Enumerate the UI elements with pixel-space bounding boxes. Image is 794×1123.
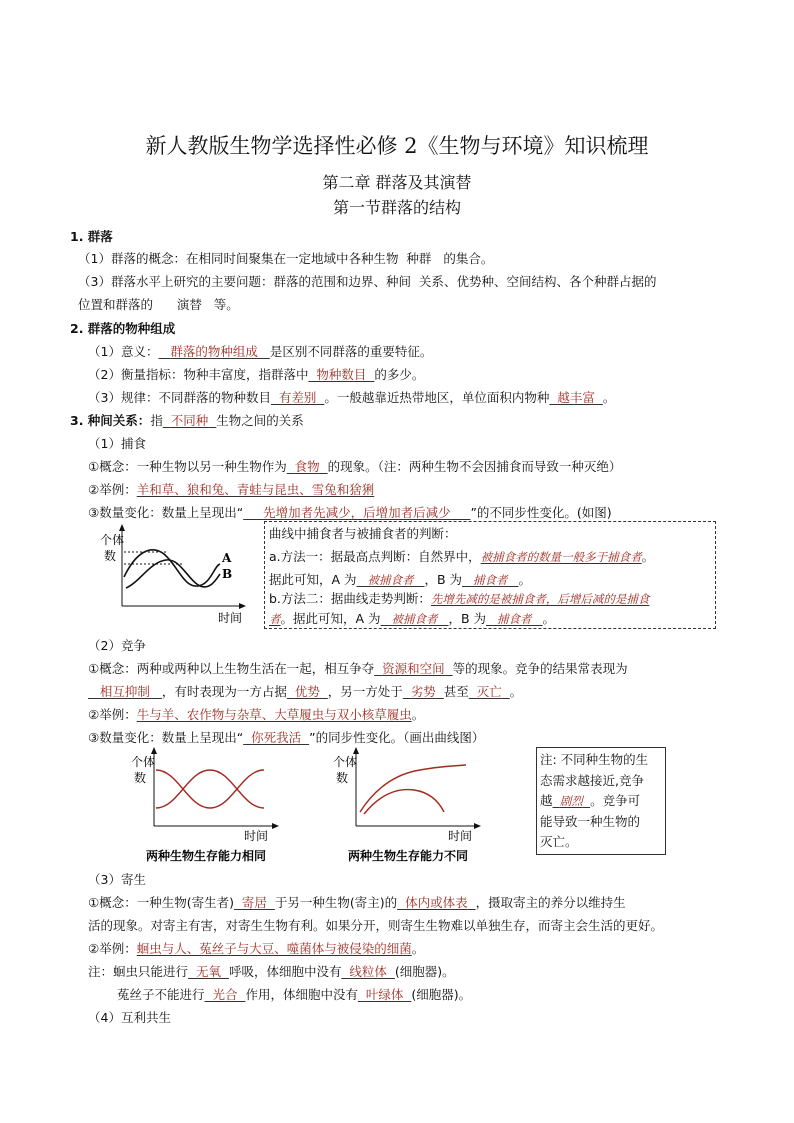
box-method2: b.方法二：据曲线走势判断：先增先减的是被捕食者，后增后减的是捕食 <box>269 591 650 606</box>
box-line2: 据此可知，A 为 被捕食者 ，B 为 捕食者 。 <box>269 572 531 587</box>
competition-chart-different <box>330 744 500 866</box>
competition-label: （2）竞争 <box>88 638 146 653</box>
competition-line2: 相互抑制 ，有时表现为一方占据 优势 ，另一方处于 劣势 甚至 灭亡 。 <box>99 684 523 699</box>
curve-a <box>124 550 220 586</box>
competition-line3: ②举例：牛与羊、农作物与杂草、大草履虫与双小核草履虫。 <box>88 707 425 722</box>
svg-text:数: 数 <box>336 771 349 785</box>
section-title: 第一节群落的结构 <box>332 198 461 217</box>
svg-text:个体: 个体 <box>131 755 156 769</box>
box-line4: 者。据此可知，A 为 被捕食者 ，B 为 捕食者 。 <box>269 611 555 626</box>
predation-line1: ①概念：一种生物以另一种生物作为 食物 的现象。（注：两种生物不会因捕食而导致一种灭绝） <box>88 459 622 474</box>
svg-text:数: 数 <box>134 771 147 785</box>
mutualism-label: （4）互利共生 <box>88 1010 171 1025</box>
s3-heading: 3. 种间关系：指 不同种 生物之间的关系 <box>70 413 304 428</box>
box-method1: a.方法一：据最高点判断：自然界中，被捕食者的数量一般多于捕食者。 <box>269 549 655 564</box>
s2-heading: 2. 群落的物种组成 <box>70 321 176 336</box>
competition-chart-same <box>128 744 298 866</box>
parasitism-note2: 菟丝子不能进行 光合 作用，体细胞中没有 叶绿体 (细胞器)。 <box>117 987 472 1002</box>
predation-line2: ②举例：羊和草、狼和兔、青蛙与昆虫、雪兔和猞猁 <box>88 482 375 497</box>
parasitism-label: （3）寄生 <box>88 872 146 887</box>
predation-xlabel: 时间 <box>218 611 243 625</box>
predation-line3: ③数量变化：数量上呈现出“ 先增加者先减少，后增加者后减少 ”的不同步性变化。(如图) <box>88 505 612 520</box>
s1-heading: 1. 群落 <box>70 229 113 244</box>
competition-line1: ①概念：两种或两种以上生物生活在一起，相互争夺 资源和空间 等的现象。竞争的结果常表现为 <box>88 661 628 676</box>
curve-a-label: A <box>222 551 232 565</box>
s1-line2: （3）群落水平上研究的主要问题：群落的范围和边界、种间 关系、优势种、空间结构、各个种群占据的 <box>78 274 657 289</box>
s1-line3: 位置和群落的 演替 等。 <box>78 297 239 312</box>
parasitism-line1: ①概念：一种生物(寄生者) 寄居 于另一种生物(寄主)的 体内或体表 ，摄取寄主的养分以维持生 <box>88 895 626 910</box>
svg-text:时间: 时间 <box>448 829 473 843</box>
predation-ylabel2: 数 <box>104 549 117 563</box>
parasitism-line2: 活的现象。对寄主有害，对寄生生物有利。如果分开，则寄生生物难以单独生存，而寄主会生活的更好。 <box>88 918 664 933</box>
competition-note: 注: 不同种生物的生 态需求越接近,竞争 越 剧烈 。竞争可 能导致一种生物的 灭亡。 <box>540 752 649 849</box>
predation-ylabel1: 个体 <box>100 533 125 547</box>
s1-line1: （1）群落的概念：在相同时间聚集在一定地域中各种生物 种群 的集合。 <box>78 251 494 266</box>
s2-line2: （2）衡量指标：物种丰富度，指群落中 物种数目 的多少。 <box>88 367 425 382</box>
page-title: 新人教版生物学选择性必修 2《生物与环境》知识梳理 <box>145 134 649 158</box>
predation-label: （1）捕食 <box>88 436 146 451</box>
caption-different: 两种生物生存能力不同 <box>348 849 469 863</box>
box-title: 曲线中捕食者与被捕食者的判断： <box>269 526 457 541</box>
s2-line1: （1）意义： 群落的物种组成 是区别不同群落的重要特征。 <box>88 344 433 359</box>
s2-line3: （3）规律：不同群落的物种数目 有差别 。一般越靠近热带地区，单位面积内物种 越丰富 。 <box>88 390 616 405</box>
parasitism-line3: ②举例：蛔虫与人、菟丝子与大豆、噬菌体与被侵染的细菌。 <box>88 941 425 956</box>
svg-text:个体: 个体 <box>333 755 358 769</box>
parasitism-note1: 注：蛔虫只能进行 无氧 呼吸，体细胞中没有 线粒体 (细胞器)。 <box>88 964 455 979</box>
curve-diff-1 <box>360 765 466 812</box>
curve-diff-2 <box>364 790 444 814</box>
curve-same-2 <box>156 770 264 808</box>
curve-same-1 <box>156 770 264 808</box>
predation-chart <box>96 522 256 626</box>
chapter-title: 第二章 群落及其演替 <box>322 173 472 192</box>
caption-same: 两种生物生存能力相同 <box>146 849 267 863</box>
curve-b-label: B <box>222 567 233 581</box>
svg-text:时间: 时间 <box>244 829 269 843</box>
competition-line4: ③数量变化：数量上呈现出“ 你死我活 ”的同步性变化。（画出曲线图） <box>88 730 485 745</box>
